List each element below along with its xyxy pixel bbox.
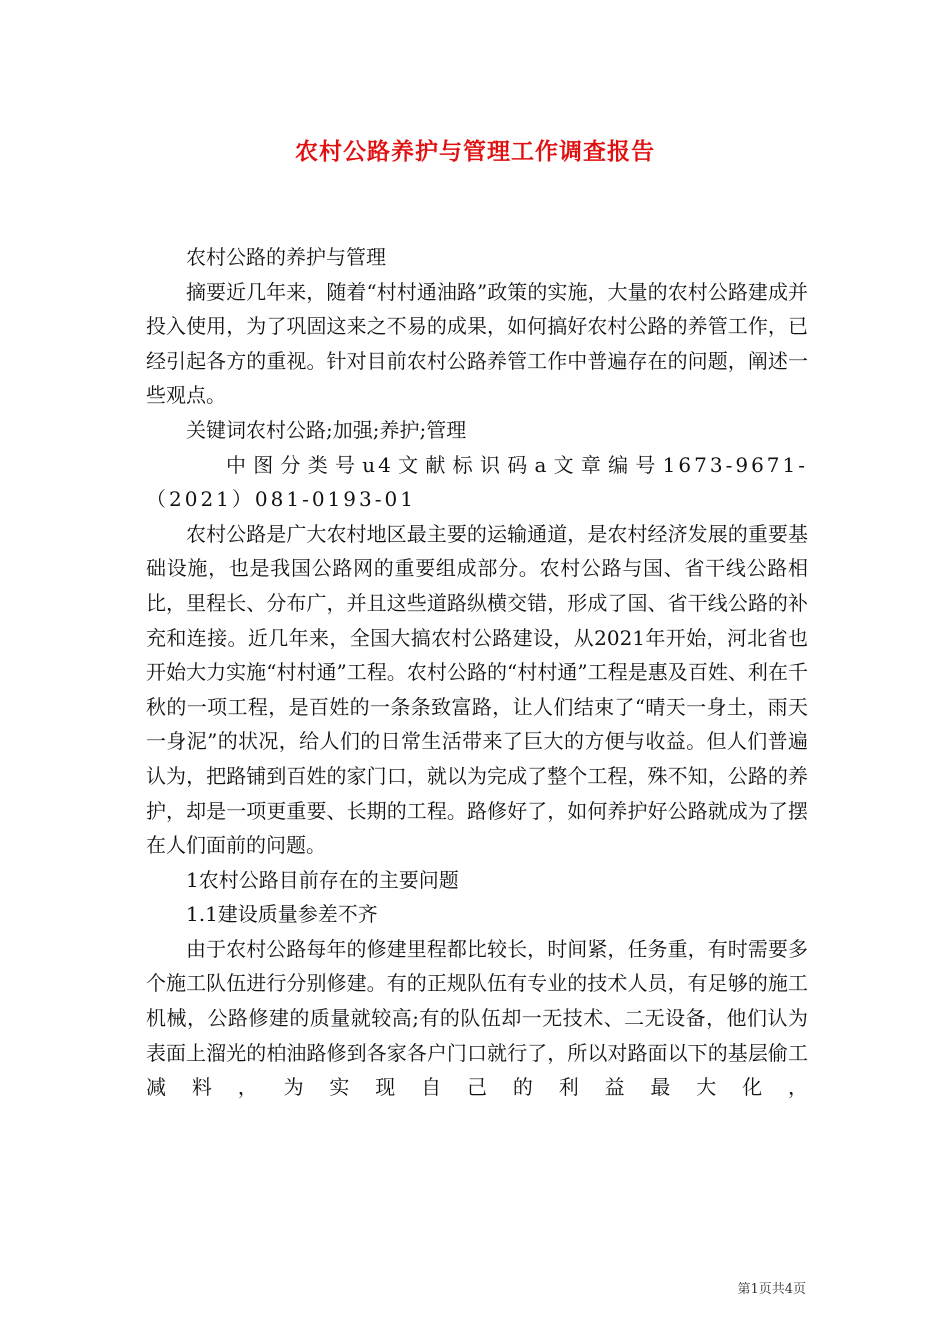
document-body <box>146 240 808 1105</box>
classification-line: 中图分类号u4文献标识码a文章编号1673-9671-（2021）081-0193-01 <box>146 452 808 512</box>
intro-paragraph: 农村公路是广大农村地区最主要的运输通道，是农村经济发展的重要基础设施，也是我国公路网的重要组成部分。农村公路与国、省干线公路相比，里程长、分布广，并且这些道路纵横交错，形成了国、省干线公路的补充和连接。近几年来，全国大搞农村公路建设，从2021年开始，河北省也开始大力实施“村村通”工程。农村公路的“村村通”工程是惠及百姓、利在千秋的一项工程，是百姓的一条条致富路，让人们结束了“晴天一身土，雨天一身泥”的状况，给人们的日常生活带来了巨大的方便与收益。但人们普遍认为，把路铺到百姓的家门口，就以为完成了整个工程，殊不知，公路的养护，却是一项更重要、长期的工程。路修好了，如何养护好公路就成为了摆在人们面前的问题。 <box>146 521 808 858</box>
section-subtitle: 农村公路的养护与管理 <box>186 245 386 269</box>
section-heading-1-1: 1.1建设质量参差不齐 <box>186 902 378 927</box>
quality-paragraph: 由于农村公路每年的修建里程都比较长，时间紧，任务重，有时需要多个施工队伍进行分别修建。有的正规队伍有专业的技术人员，有足够的施工机械，公路修建的质量就较高;有的队伍却一无技术、二无设备，他们认为表面上溜光的柏油路修到各家各户门口就行了，所以对路面以下的基层偷工减料，为实现自己的利益最大化， <box>146 936 808 1100</box>
abstract-paragraph: 摘要近几年来，随着“村村通油路”政策的实施，大量的农村公路建成并投入使用，为了巩固这来之不易的成果，如何搞好农村公路的养管工作，已经引起各方的重视。针对目前农村公路养管工作中普遍存在的问题，阐述一些观点。 <box>146 279 808 408</box>
section-heading-1: 1农村公路目前存在的主要问题 <box>186 867 459 892</box>
document-title: 农村公路养护与管理工作调查报告 <box>295 138 655 165</box>
keywords-line: 关键词农村公路;加强;养护;管理 <box>186 417 467 442</box>
page-number-footer: 第1页共4页 <box>737 1282 806 1297</box>
